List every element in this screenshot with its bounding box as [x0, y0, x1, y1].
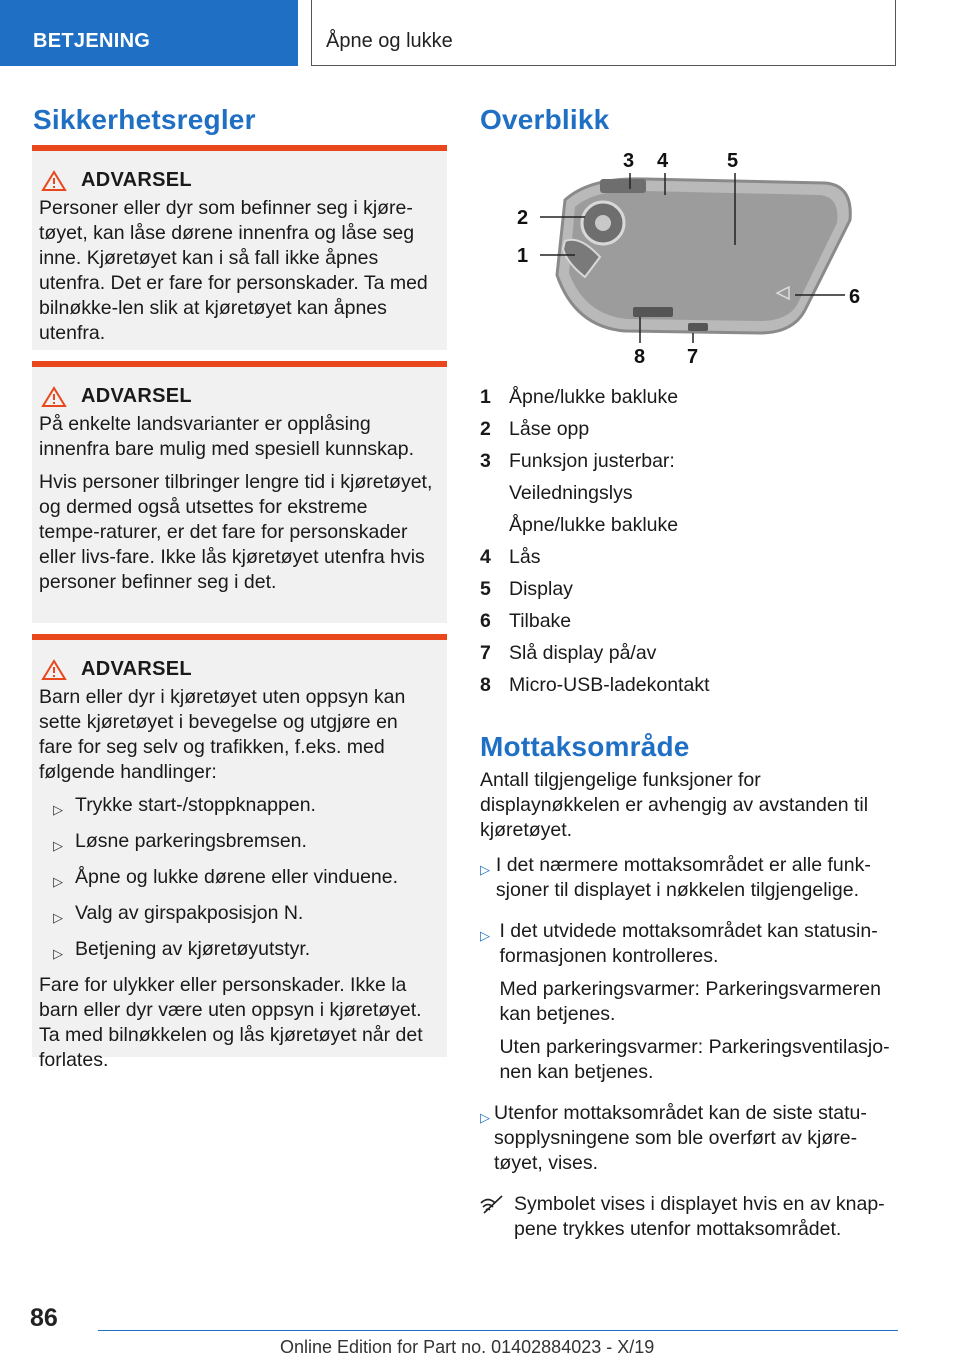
footer-divider: [98, 1330, 898, 1331]
triangle-bullet-icon: ▷: [53, 910, 63, 925]
triangle-bullet-icon: ▷: [53, 874, 63, 889]
triangle-bullet-icon: ▷: [480, 928, 490, 943]
callout-8: 8: [634, 346, 646, 368]
list-item: ▷ Valg av girspakposisjon N.: [39, 901, 433, 930]
overview-list: [480, 381, 900, 701]
display-key-illustration: [505, 145, 870, 370]
callout-6: 6: [849, 286, 861, 308]
header-section: [0, 0, 298, 66]
list-item: 8 Micro-USB-ladekontakt: [480, 673, 710, 696]
warning-triangle-icon: [41, 386, 67, 408]
triangle-bullet-icon: ▷: [53, 946, 63, 961]
callout-7: 7: [687, 346, 699, 368]
list-item: ▷ Åpne og lukke dørene eller vinduene.: [39, 865, 433, 894]
list-item: ▷ Utenfor mottaksområdet kan de siste statu-sopplysningene som ble overført av kjøre-tøyet, vises.: [480, 1101, 900, 1184]
list-item: 5 Display: [480, 577, 573, 600]
list-item: ▷ Trykke start-/stoppknappen.: [39, 793, 433, 822]
list-item: ▷ Betjening av kjøretøyutstyr.: [39, 937, 433, 966]
header-chapter-label: Åpne og lukke: [326, 30, 453, 52]
callout-1: 1: [517, 245, 529, 267]
range-intro: Antall tilgjengelige funksjoner for displaynøkkelen er avhengig av avstanden til kjøretøyet.: [480, 769, 869, 841]
footer-edition: Online Edition for Part no. 01402884023 - X/19: [280, 1337, 655, 1357]
header-section-label: BETJENING: [33, 30, 151, 52]
list-item: 4 Lås: [480, 545, 541, 568]
list-item: 1 Åpne/lukke bakluke: [480, 385, 679, 408]
warning-box-2: [32, 361, 447, 623]
callout-5: 5: [727, 150, 739, 172]
warning-label: ADVARSEL: [81, 169, 192, 191]
callout-4: 4: [657, 150, 669, 172]
page-number: 86: [30, 1304, 58, 1332]
triangle-bullet-icon: ▷: [480, 1110, 490, 1125]
warning-box-1: [32, 145, 447, 350]
symbol-note: Symbolet vises i displayet hvis en av knap-pene trykkes utenfor mottaksområdet.: [480, 1192, 900, 1242]
list-item: 3 Funksjon justerbar:: [480, 449, 675, 472]
list-item: ▷ I det nærmere mottaksområdet er alle funk-sjoner til displayet i nøkkelen tilgjengelige.: [480, 853, 900, 911]
warning-text: Hvis personer tilbringer lengre tid i kjøretøyet, og dermed også utsettes for ekstreme tempe-raturer, er det fare for personskader eller livs-fare. Ikke lås kjøretøyet utenfra hvis personer befinner seg i det.: [39, 471, 433, 593]
header-chapter: [311, 0, 896, 66]
out-of-range-symbol-icon: [480, 1193, 506, 1215]
warning-box-3: [32, 634, 447, 1071]
list-item: Åpne/lukke bakluke: [509, 513, 679, 536]
warning-text: Personer eller dyr som befinner seg i kjøre-tøyet, kan låse dørene innenfra og låse seg inne. Kjøretøyet kan i så fall ikke åpnes utenfra. Det er fare for personskader. Ta med bilnøkke-len slik at kjøretøyet kan åpnes utenfra.: [39, 197, 428, 344]
callout-2: 2: [517, 207, 529, 229]
warning-text: På enkelte landsvarianter er opplåsing innenfra bare mulig med spesiell kunnskap.: [39, 413, 415, 460]
list-item: 2 Låse opp: [480, 417, 590, 440]
warning-triangle-icon: [41, 659, 67, 681]
list-item: ▷ Løsne parkeringsbremsen.: [39, 829, 433, 858]
range-section: [480, 768, 900, 1242]
list-item: 7 Slå display på/av: [480, 641, 657, 664]
triangle-bullet-icon: ▷: [480, 862, 490, 877]
triangle-bullet-icon: ▷: [53, 802, 63, 817]
callout-3: 3: [623, 150, 635, 172]
section-title-range: Mottaksområde: [480, 731, 690, 762]
warning-label: ADVARSEL: [81, 385, 192, 407]
warning-text: Barn eller dyr i kjøretøyet uten oppsyn kan sette kjøretøyet i bevegelse og utgjøre en fare for seg selv og trafikken, f.eks. med følgende handlinger:: [39, 686, 406, 783]
section-title-overview: Overblikk: [480, 104, 610, 135]
list-item: 6 Tilbake: [480, 609, 572, 632]
section-title-safety: Sikkerhetsregler: [33, 104, 256, 135]
warning-label: ADVARSEL: [81, 658, 192, 680]
warning-text: Fare for ulykker eller personskader. Ikke la barn eller dyr være uten oppsyn i kjøretøyet. Ta med bilnøkkelen og lås kjøretøyet når det forlates.: [39, 974, 423, 1071]
list-item: Veiledningslys: [509, 481, 633, 504]
warning-triangle-icon: [41, 170, 67, 192]
triangle-bullet-icon: ▷: [53, 838, 63, 853]
list-item: ▷ I det utvidede mottaksområdet kan statusin-formasjonen kontrolleres. Med parkeringsvarmer: Parkeringsvarmeren kan betjenes. Uten parkeringsvarmer: Parkeringsventilasjo-nen kan betjenes.: [480, 919, 900, 1093]
